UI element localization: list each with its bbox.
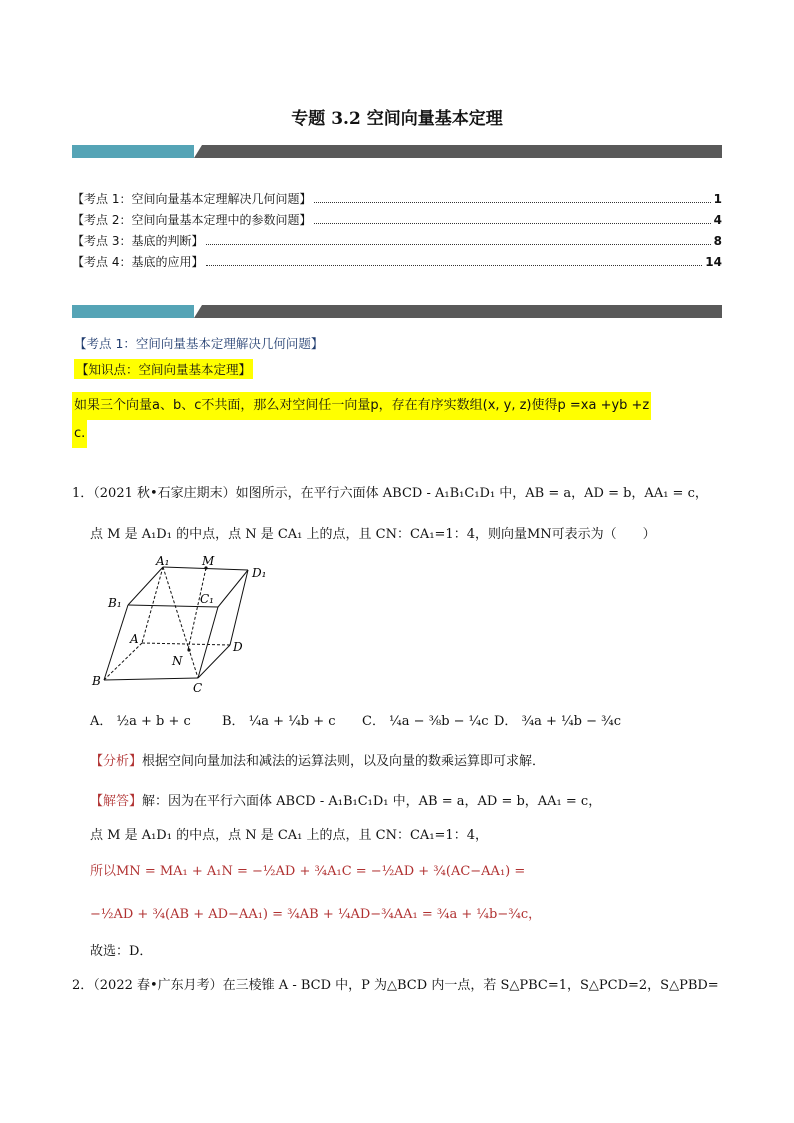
knowledge-point-label: 【知识点：空间向量基本定理】 <box>74 359 253 379</box>
toc-item[interactable]: 【考点 2：空间向量基本定理中的参数问题】 4 <box>72 213 722 227</box>
option-a[interactable]: A． ½a + b + c <box>90 714 191 729</box>
option-b[interactable]: B． ¼a + ¼b + c <box>222 714 336 729</box>
title-divider-bar <box>72 145 722 158</box>
label-D1: D₁ <box>252 566 267 580</box>
parallelepiped-figure <box>90 555 280 695</box>
label-N: N <box>172 654 183 668</box>
toc-item[interactable]: 【考点 3：基底的判断】 8 <box>72 234 722 248</box>
solution-line-1: 【解答】解：因为在平行六面体 ABCD - A₁B₁C₁D₁ 中，AB = a，AD = b，AA₁ = c， <box>90 794 602 809</box>
answer-options <box>90 712 720 732</box>
toc-item[interactable]: 【考点 4：基底的应用】 14 <box>72 255 722 269</box>
solution-line-3: 所以MN = MA₁ + A₁N = −½AD + ¾A₁C = −½AD + ¾(AC−AA₁) = <box>90 864 526 879</box>
question-2-stem: 2．（2022 春•广东月考）在三棱锥 A - BCD 中，P 为△BCD 内一点，若 S△PBC=1，S△PCD=2，S△PBD= <box>72 978 719 993</box>
page-title: 专题 3.2 空间向量基本定理 <box>291 109 503 129</box>
analysis: 【分析】根据空间向量加法和减法的运算法则，以及向量的数乘运算即可求解． <box>90 754 546 769</box>
question-1-stem-line2: 点 M 是 A₁D₁ 的中点，点 N 是 CA₁ 上的点，且 CN：CA₁=1：4，则向量MN可表示为（ ） <box>90 527 656 542</box>
section-divider-bar <box>72 305 722 318</box>
label-D: D <box>233 640 243 654</box>
label-A: A <box>130 632 139 646</box>
option-c[interactable]: C． ¼a − ⅜b − ¼c <box>362 714 489 729</box>
label-C: C <box>193 681 203 695</box>
section-heading: 【考点 1：空间向量基本定理解决几何问题】 <box>74 336 324 351</box>
theorem-statement: 如果三个向量a、b、c不共面，那么对空间任一向量p，存在有序实数组(x, y, z)使得p =xa +yb +z c. <box>72 392 722 448</box>
question-1-stem: 1．（2021 秋•石家庄期末）如图所示，在平行六面体 ABCD - A₁B₁C₁D₁ 中，AB = a，AD = b，AA₁ = c， <box>72 486 708 501</box>
label-C1: C₁ <box>200 592 214 606</box>
option-d[interactable]: D． ¾a + ¼b − ¾c <box>494 714 622 729</box>
label-B1: B₁ <box>108 596 122 610</box>
answer-choice: 故选：D． <box>90 944 153 959</box>
solution-line-4: −½AD + ¾(AB + AD−AA₁) = ¾AB + ¼AD−¾AA₁ = ¾a + ¼b−¾c， <box>90 907 542 922</box>
label-M: M <box>202 555 215 568</box>
solution-line-2: 点 M 是 A₁D₁ 的中点，点 N 是 CA₁ 上的点，且 CN：CA₁=1：4， <box>90 828 488 843</box>
label-B: B <box>92 674 101 688</box>
toc-item[interactable]: 【考点 1：空间向量基本定理解决几何问题】 1 <box>72 192 722 206</box>
table-of-contents <box>72 190 722 274</box>
label-A1: A₁ <box>156 555 170 568</box>
